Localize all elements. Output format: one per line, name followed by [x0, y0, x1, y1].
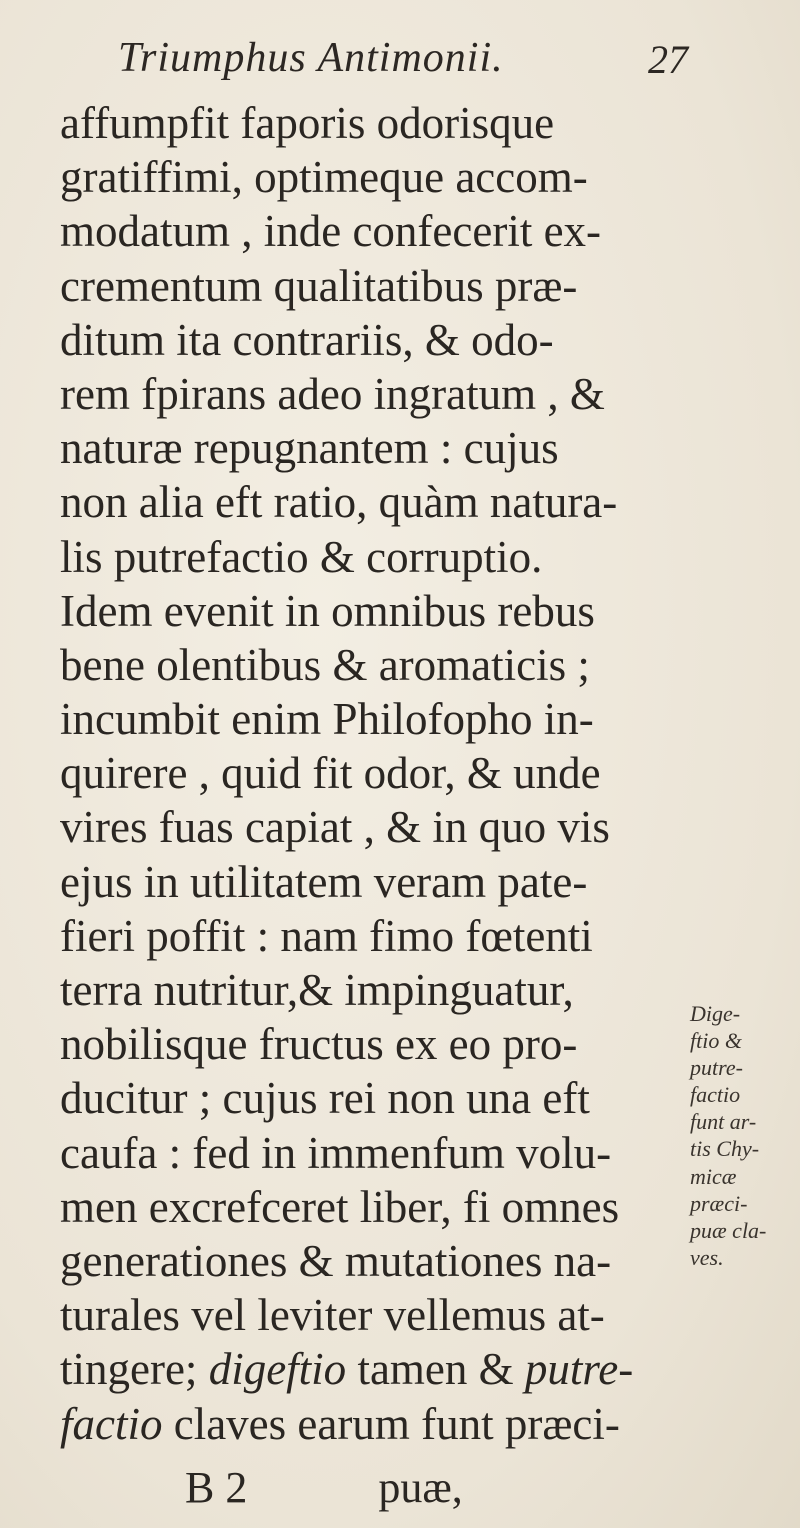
text-line: vires fuas capiat , & in quo vis — [60, 802, 610, 853]
text-line: terra nutritur,& impinguatur, — [60, 965, 574, 1015]
text-line: quirere , quid fit odor, & unde — [60, 748, 601, 799]
margin-line: ftio & — [690, 1028, 742, 1054]
margin-line: micæ — [690, 1163, 737, 1189]
text-line: men excrefceret liber, fi omnes — [60, 1181, 620, 1232]
text-line: non alia eft ratio, quàm natura- — [60, 477, 618, 528]
margin-line: funt ar- — [690, 1109, 757, 1135]
italic-term-factio: factio — [60, 1398, 163, 1449]
margin-line: præci- — [690, 1190, 748, 1216]
margin-line: tis Chy- — [690, 1136, 760, 1162]
text-line — [60, 1342, 660, 1396]
text-line: ejus in utilitatem veram pate- — [60, 856, 588, 907]
page-header — [0, 30, 800, 90]
text-line: generationes & mutationes na- — [60, 1235, 612, 1286]
text-line: Idem evenit in omnibus rebus — [60, 585, 595, 636]
page-footer — [185, 1462, 545, 1513]
text-line: affumpfit faporis odorisque — [60, 98, 555, 148]
page-number: 27 — [648, 37, 688, 82]
text-line: naturæ repugnantem : cujus — [60, 423, 559, 474]
text-line: crementum qualitatibus præ- — [60, 260, 578, 311]
main-text — [60, 96, 660, 1451]
text-line: ducitur ; cujus rei non una eft — [60, 1073, 590, 1124]
text-fragment: claves earum funt præci- — [162, 1398, 620, 1449]
marginal-note — [690, 1000, 800, 1271]
text-line: gratiffimi, optimeque accom- — [60, 152, 588, 203]
margin-line: factio — [690, 1082, 741, 1108]
italic-term-putre: putre- — [524, 1344, 634, 1395]
text-line: rem fpirans adeo ingratum , & — [60, 368, 605, 419]
text-fragment: tamen & — [346, 1344, 525, 1395]
text-line: caufa : fed in immenfum volu- — [60, 1127, 612, 1178]
text-line: modatum , inde confecerit ex- — [60, 206, 602, 257]
text-line: ditum ita contrariis, & odo- — [60, 314, 554, 365]
italic-term-digestio: digeftio — [208, 1344, 347, 1395]
catchword: puæ, — [378, 1463, 463, 1512]
margin-line: Dige- — [690, 1001, 741, 1026]
signature-mark: B 2 — [185, 1463, 248, 1512]
text-line: bene olentibus & aromaticis ; — [60, 639, 590, 690]
text-line: turales vel leviter vellemus at- — [60, 1290, 605, 1341]
running-title: Triumphus Antimonii. — [118, 35, 504, 81]
text-line: fieri poffit : nam fimo fœtenti — [60, 910, 593, 961]
margin-line: ves. — [690, 1244, 724, 1270]
text-line — [60, 1397, 660, 1451]
margin-line: putre- — [690, 1055, 743, 1081]
text-line: lis putrefactio & corruptio. — [60, 531, 543, 582]
text-line: nobilisque fructus ex eo pro- — [60, 1019, 578, 1070]
margin-line: puæ cla- — [690, 1217, 767, 1243]
text-fragment: tingere; — [60, 1344, 209, 1395]
text-line: incumbit enim Philofopho in- — [60, 694, 594, 745]
